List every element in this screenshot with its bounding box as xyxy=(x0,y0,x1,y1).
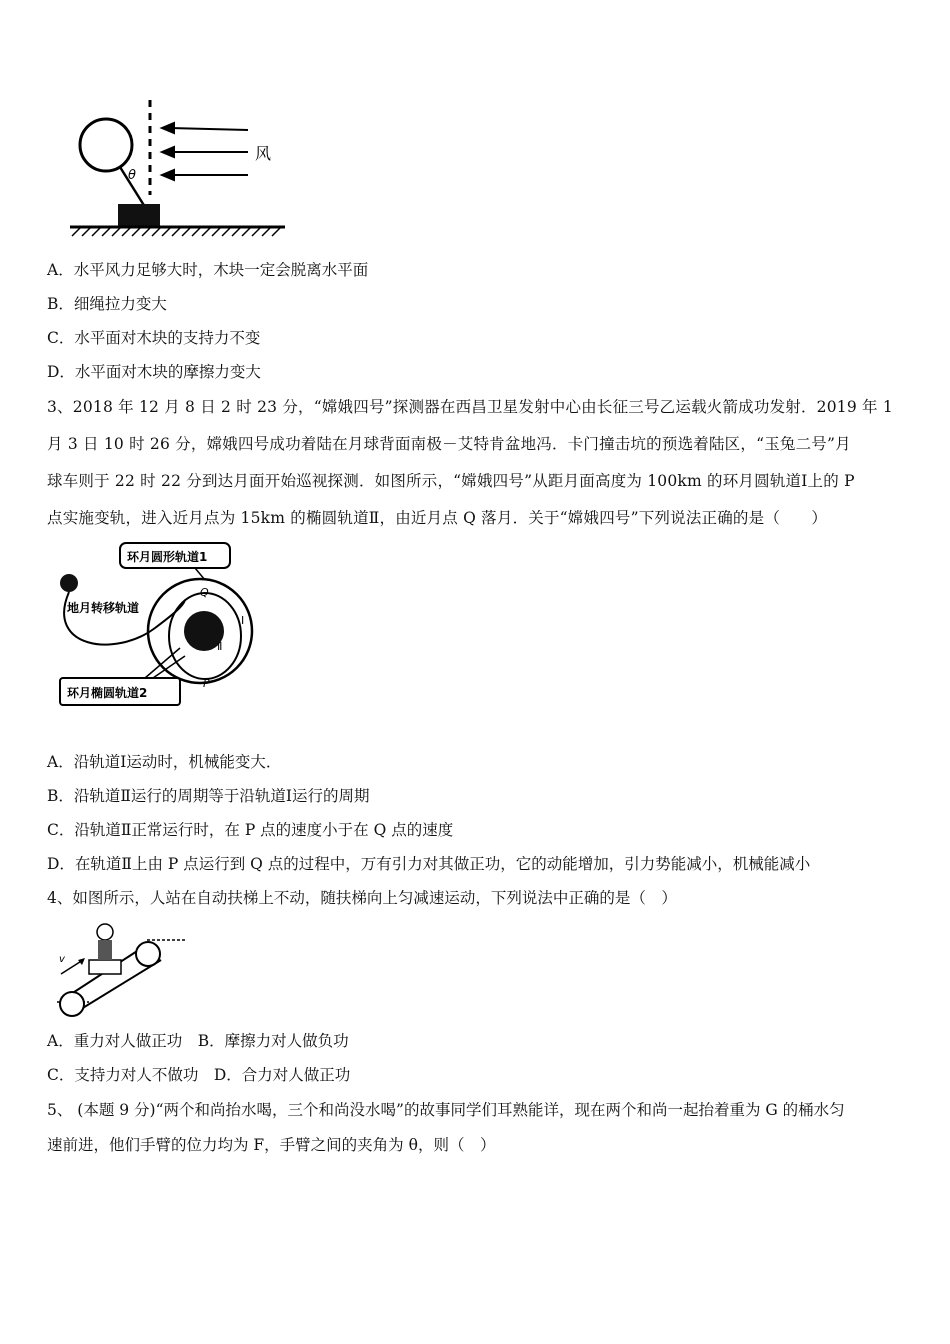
q2-option-c: C．水平面对木块的支持力不变 xyxy=(47,329,261,347)
transfer-orbit-label: 地月转移轨道 xyxy=(67,601,140,615)
q3-stem-line-4: 点实施变轨，进入近月点为 15km 的椭圆轨道Ⅱ，由近月点 Q 落月．关于“嫦娥四号”下列说法正确的是（ ） xyxy=(47,509,828,527)
ball xyxy=(80,119,132,171)
q2-option-d: D．水平面对木块的摩擦力变大 xyxy=(47,363,261,381)
q3-stem-line-2: 月 3 日 10 时 26 分，嫦娥四号成功着陆在月球背面南极－艾特肯盆地冯．卡门撞击坑的预选着陆区，“玉兔二号”月 xyxy=(47,435,851,453)
q2-option-b: B．细绳拉力变大 xyxy=(47,295,167,313)
velocity-label: v xyxy=(59,954,65,965)
point-p-label: P xyxy=(203,677,210,690)
wind-ball-figure xyxy=(60,95,290,245)
q3-stem-line-3: 球车则于 22 时 22 分到达月面开始巡视探测．如图所示，“嫦娥四号”从距月面高度为 100km 的环月圆轨道Ⅰ上的 P xyxy=(47,472,855,490)
q4-options-line-1: A．重力对人做正功 B．摩擦力对人做负功 xyxy=(47,1032,349,1050)
orbit-ii-label: Ⅱ xyxy=(217,640,223,653)
transfer-orbit xyxy=(64,592,185,645)
q3-option-a: A．沿轨道Ⅰ运动时，机械能变大． xyxy=(47,753,282,771)
ground-hatching xyxy=(72,228,280,236)
person-body xyxy=(98,940,112,960)
wind-label: 风 xyxy=(255,144,272,163)
earth xyxy=(60,574,78,592)
q3-option-b: B．沿轨道Ⅱ运行的周期等于沿轨道Ⅰ运行的周期 xyxy=(47,787,370,805)
upper-roller xyxy=(136,942,160,966)
q4-stem: 4、如图所示，人站在自动扶梯上不动，随扶梯向上匀减速运动，下列说法中正确的是（ ） xyxy=(47,889,677,907)
lower-roller xyxy=(60,992,84,1016)
lunar-orbit-figure xyxy=(45,538,270,718)
q5-stem-line-1: 5、 (本题 9 分)“两个和尚抬水喝，三个和尚没水喝”的故事同学们耳熟能详，现在两个和尚一起抬着重为 G 的桶水匀 xyxy=(47,1101,845,1119)
point-q-label: Q xyxy=(200,586,209,599)
elliptical-orbit-label: 环月椭圆轨道2 xyxy=(67,686,148,700)
orbit-i-label: Ⅰ xyxy=(241,614,245,627)
escalator-figure xyxy=(47,920,187,1020)
q3-option-c: C．沿轨道Ⅱ正常运行时，在 P 点的速度小于在 Q 点的速度 xyxy=(47,821,454,839)
wooden-block xyxy=(118,204,160,226)
q3-option-d: D．在轨道Ⅱ上由 P 点运行到 Q 点的过程中，万有引力对其做正功，它的动能增加，引力势能减小，机械能减小 xyxy=(47,855,811,873)
q2-option-a: A．水平风力足够大时，木块一定会脱离水平面 xyxy=(47,261,369,279)
angle-theta-label: θ xyxy=(128,168,136,183)
q5-stem-line-2: 速前进，他们手臂的位力均为 F，手臂之间的夹角为 θ，则（ ） xyxy=(47,1136,496,1154)
wind-arrows xyxy=(162,123,248,180)
q3-stem-line-1: 3、2018 年 12 月 8 日 2 时 23 分，“嫦娥四号”探测器在西昌卫星发射中心由长征三号乙运载火箭成功发射．2019 年 1 xyxy=(47,398,893,416)
escalator-step xyxy=(89,960,121,974)
person-head xyxy=(97,924,113,940)
circular-orbit-label: 环月圆形轨道1 xyxy=(127,550,208,564)
q4-options-line-2: C．支持力对人不做功 D．合力对人做正功 xyxy=(47,1066,351,1084)
